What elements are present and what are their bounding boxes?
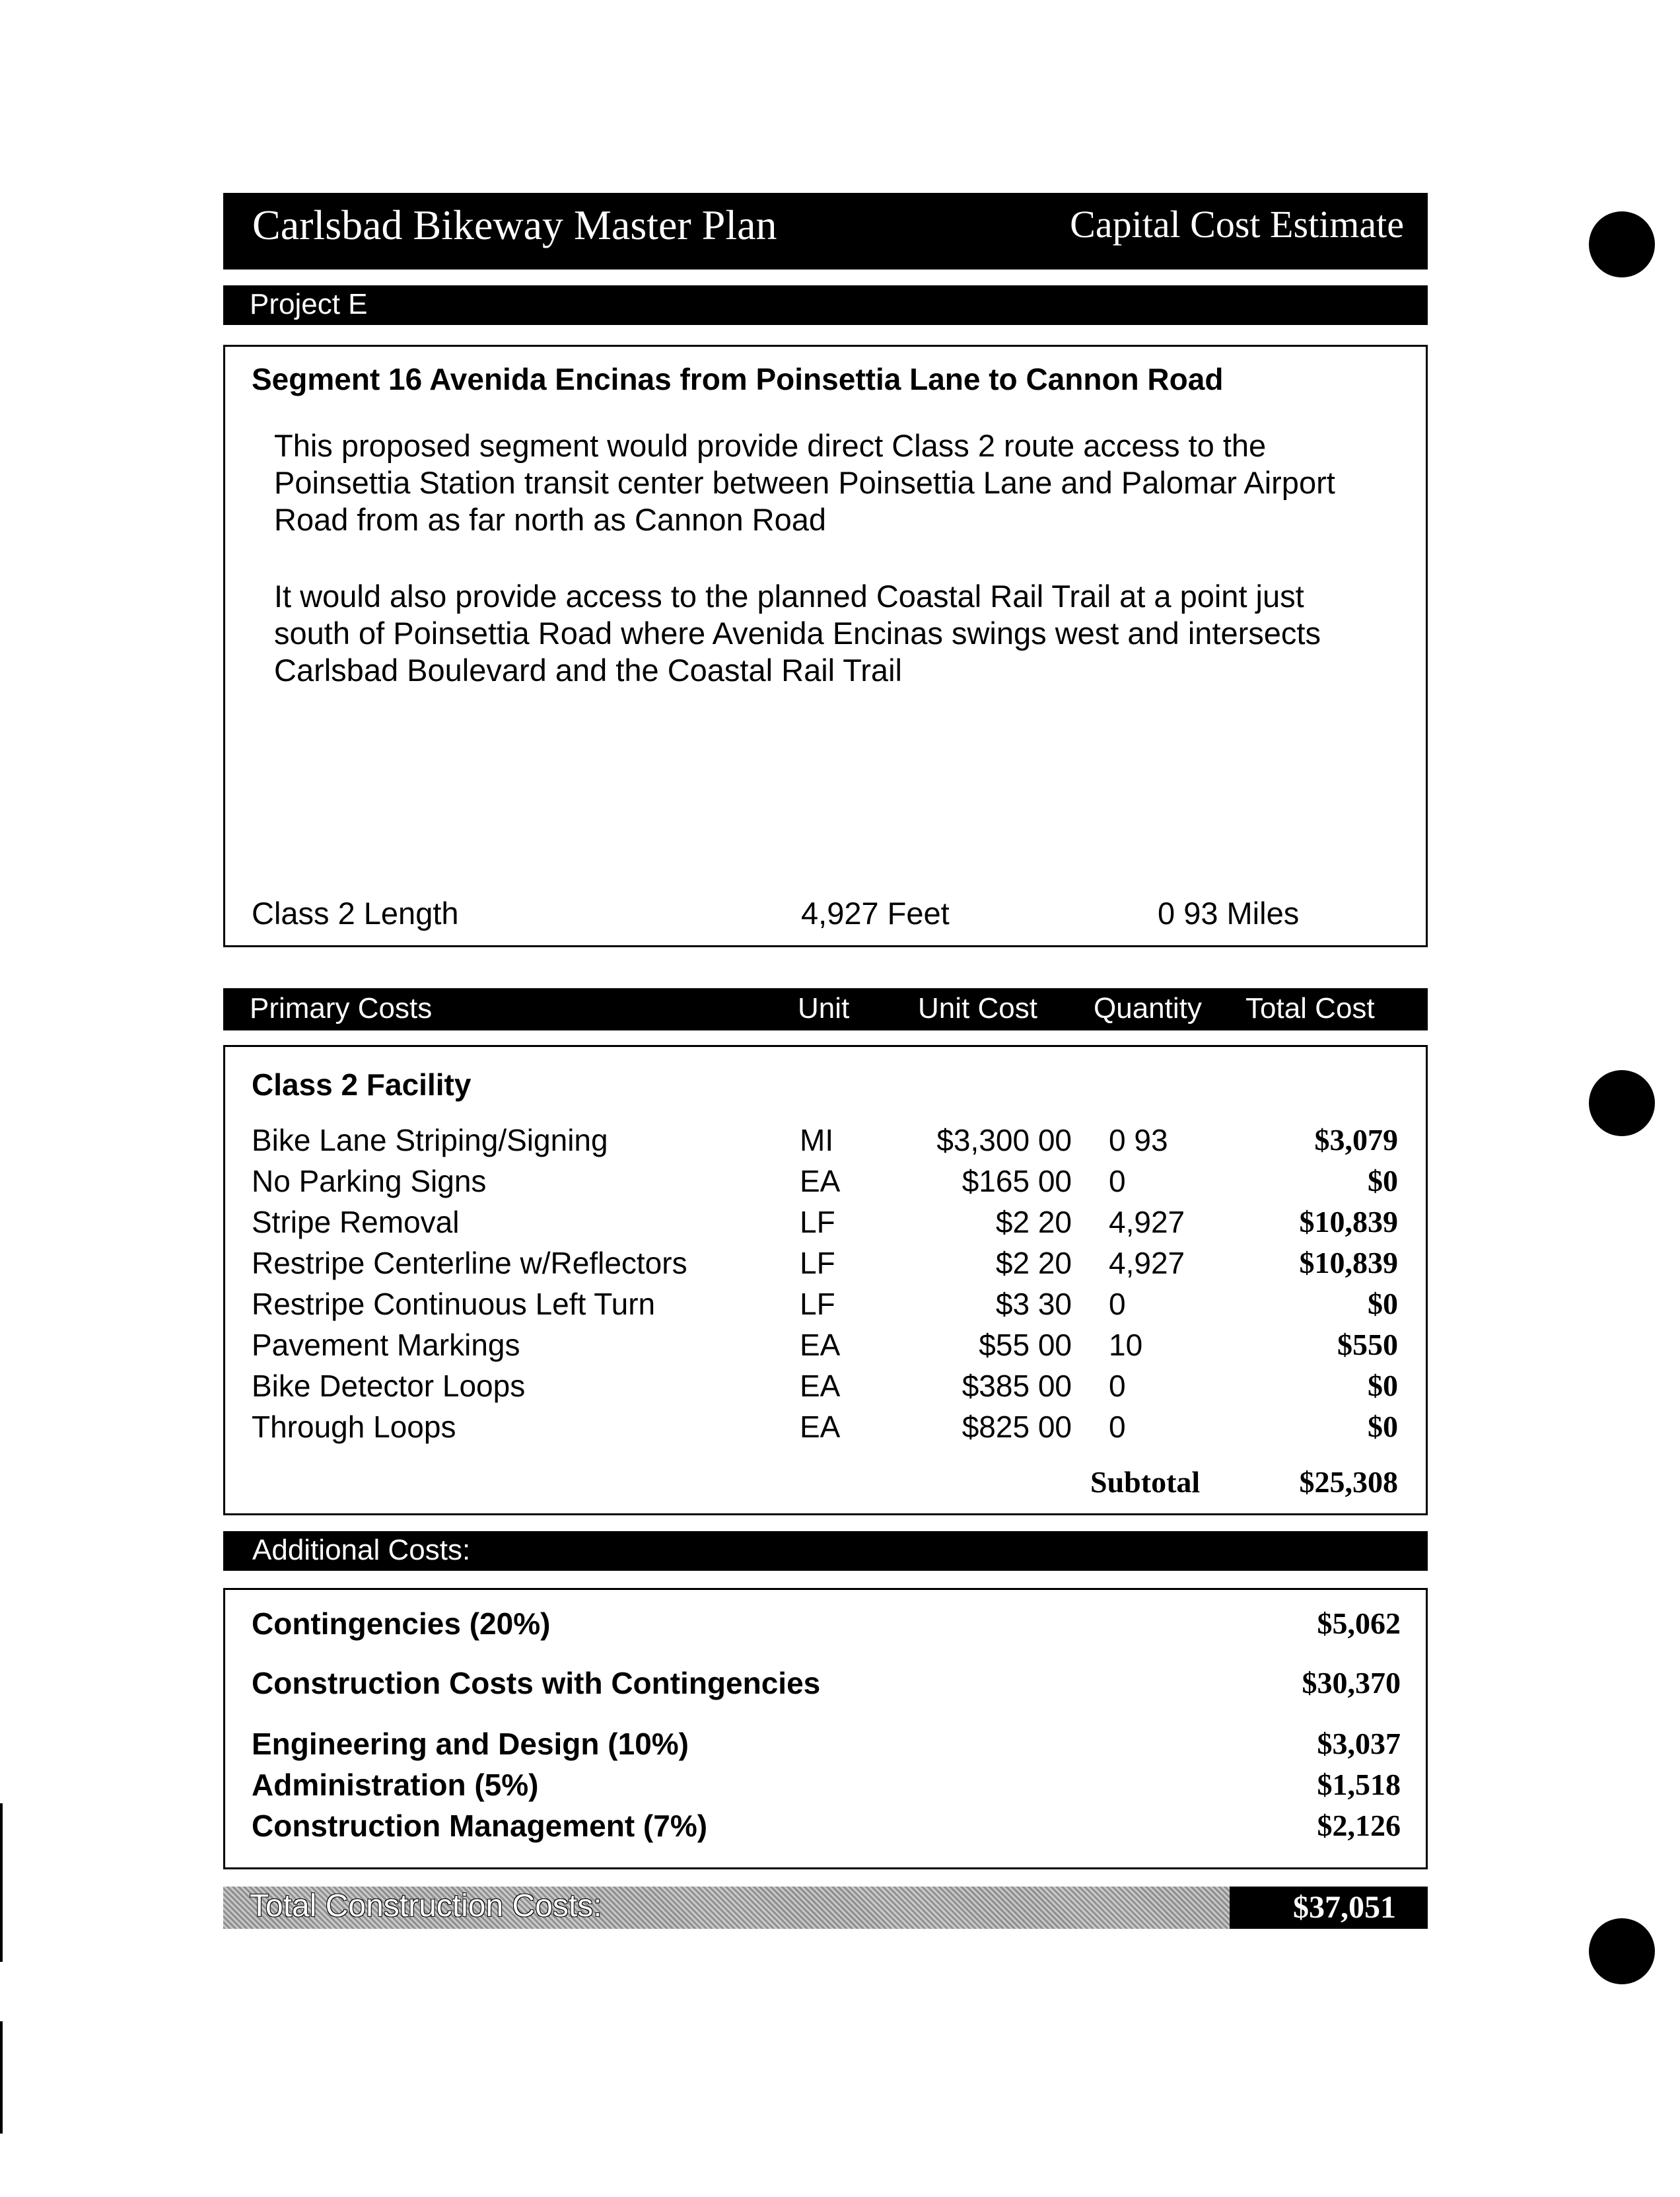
cost-line-amount: $5,062 xyxy=(1317,1606,1401,1640)
cost-line-label: Engineering and Design (10%) xyxy=(252,1727,689,1761)
table-row xyxy=(225,1204,1430,1245)
row-unit: EA xyxy=(800,1164,841,1198)
row-quantity: 4,927 xyxy=(1109,1205,1185,1239)
row-quantity: 0 xyxy=(1109,1287,1126,1321)
column-header-unit: Unit xyxy=(798,992,850,1025)
cost-line xyxy=(252,1606,1401,1641)
total-label: Total Construction Costs: xyxy=(250,1889,602,1924)
row-unit-cost: $2 20 xyxy=(995,1205,1072,1239)
subtotal-row xyxy=(225,1464,1430,1505)
row-description: Pavement Markings xyxy=(252,1328,520,1362)
subtotal-amount: $25,308 xyxy=(1299,1465,1398,1499)
row-total: $10,839 xyxy=(1299,1246,1398,1279)
cost-line xyxy=(252,1767,1401,1803)
project-label: Project E xyxy=(250,288,368,320)
row-description: Bike Lane Striping/Signing xyxy=(252,1123,608,1157)
additional-costs-box xyxy=(223,1588,1428,1869)
row-unit-cost: $385 00 xyxy=(962,1369,1072,1403)
row-quantity: 0 93 xyxy=(1109,1123,1168,1157)
subtotal-label: Subtotal xyxy=(1090,1465,1201,1499)
row-quantity: 4,927 xyxy=(1109,1246,1185,1280)
table-row xyxy=(225,1409,1430,1450)
cost-line-amount: $2,126 xyxy=(1317,1809,1401,1842)
additional-costs-header-bar xyxy=(223,1531,1428,1571)
binder-hole-bottom xyxy=(1589,1918,1655,1984)
binder-hole-middle xyxy=(1589,1070,1655,1136)
row-quantity: 0 xyxy=(1109,1164,1126,1198)
row-total: $0 xyxy=(1368,1287,1398,1320)
length-miles: 0 93 Miles xyxy=(1158,896,1300,931)
column-header-quantity: Quantity xyxy=(1094,992,1202,1025)
segment-paragraph-2: It would also provide access to the planned Coastal Rail Trail at a point just south of Poinsettia Road where Avenida Encinas swings west and intersects Carlsbad Boulevard and the Coastal Rail Trail xyxy=(274,579,1321,688)
total-amount-box xyxy=(1230,1887,1428,1929)
row-description: Stripe Removal xyxy=(252,1205,460,1239)
row-total: $550 xyxy=(1337,1328,1398,1361)
row-quantity: 10 xyxy=(1109,1328,1143,1362)
document-title: Carlsbad Bikeway Master Plan xyxy=(252,201,777,248)
row-unit: EA xyxy=(800,1328,841,1362)
primary-costs-box xyxy=(223,1045,1428,1515)
column-header-unit-cost: Unit Cost xyxy=(918,992,1037,1025)
cost-line-amount: $30,370 xyxy=(1302,1666,1401,1700)
cost-line-label: Contingencies (20%) xyxy=(252,1606,551,1641)
row-total: $3,079 xyxy=(1314,1123,1398,1157)
binder-hole-top xyxy=(1589,211,1655,277)
row-unit: LF xyxy=(800,1205,835,1239)
project-bar xyxy=(223,285,1428,325)
row-description: Restripe Centerline w/Reflectors xyxy=(252,1246,687,1280)
row-unit-cost: $825 00 xyxy=(962,1410,1072,1444)
section-title: Class 2 Facility xyxy=(252,1067,472,1102)
row-description: Restripe Continuous Left Turn xyxy=(252,1287,656,1321)
column-header-total-cost: Total Cost xyxy=(1245,992,1375,1025)
cost-line-label: Construction Management (7%) xyxy=(252,1809,708,1843)
segment-paragraph-1: This proposed segment would provide direct Class 2 route access to the Poinsettia Station transit center between Poinsettia Lane and Palomar Airport Road from as far north as Cannon Road xyxy=(274,428,1335,537)
table-row xyxy=(225,1163,1430,1204)
row-unit: EA xyxy=(800,1369,841,1403)
row-unit-cost: $3,300 00 xyxy=(936,1123,1072,1157)
primary-costs-label: Primary Costs xyxy=(250,992,433,1025)
table-row xyxy=(225,1122,1430,1163)
table-row xyxy=(225,1368,1430,1409)
length-label: Class 2 Length xyxy=(252,896,459,931)
row-unit: LF xyxy=(800,1287,835,1321)
row-description: No Parking Signs xyxy=(252,1164,487,1198)
cost-line xyxy=(252,1808,1401,1844)
length-feet: 4,927 Feet xyxy=(801,896,950,931)
cost-line-label: Construction Costs with Contingencies xyxy=(252,1666,821,1700)
cost-line xyxy=(252,1665,1401,1701)
cost-line-amount: $1,518 xyxy=(1317,1768,1401,1801)
document-header-bar xyxy=(223,193,1428,270)
table-row xyxy=(225,1245,1430,1286)
document-subtitle: Capital Cost Estimate xyxy=(1070,203,1404,246)
total-amount: $37,051 xyxy=(1293,1890,1396,1925)
row-description: Through Loops xyxy=(252,1410,456,1444)
row-total: $0 xyxy=(1368,1369,1398,1402)
row-description: Bike Detector Loops xyxy=(252,1369,526,1403)
row-unit-cost: $165 00 xyxy=(962,1164,1072,1198)
cost-line-label: Administration (5%) xyxy=(252,1768,539,1802)
scan-edge-mark xyxy=(0,1803,3,1962)
row-unit-cost: $3 30 xyxy=(995,1287,1072,1321)
row-quantity: 0 xyxy=(1109,1369,1126,1403)
scan-edge-mark xyxy=(0,2021,3,2134)
row-total: $0 xyxy=(1368,1164,1398,1198)
table-row xyxy=(225,1327,1430,1368)
row-unit: MI xyxy=(800,1123,834,1157)
segment-title: Segment 16 Avenida Encinas from Poinsettia Lane to Cannon Road xyxy=(252,362,1224,396)
primary-costs-header-bar xyxy=(223,988,1428,1030)
row-unit-cost: $55 00 xyxy=(979,1328,1072,1362)
row-total: $10,839 xyxy=(1299,1205,1398,1239)
row-unit: EA xyxy=(800,1410,841,1444)
table-row xyxy=(225,1286,1430,1327)
additional-costs-label: Additional Costs: xyxy=(252,1534,471,1566)
row-quantity: 0 xyxy=(1109,1410,1126,1444)
row-total: $0 xyxy=(1368,1410,1398,1443)
row-unit-cost: $2 20 xyxy=(995,1246,1072,1280)
row-unit: LF xyxy=(800,1246,835,1280)
cost-line xyxy=(252,1726,1401,1762)
segment-box xyxy=(223,345,1428,947)
total-construction-costs-bar xyxy=(223,1887,1428,1929)
cost-line-amount: $3,037 xyxy=(1317,1727,1401,1760)
